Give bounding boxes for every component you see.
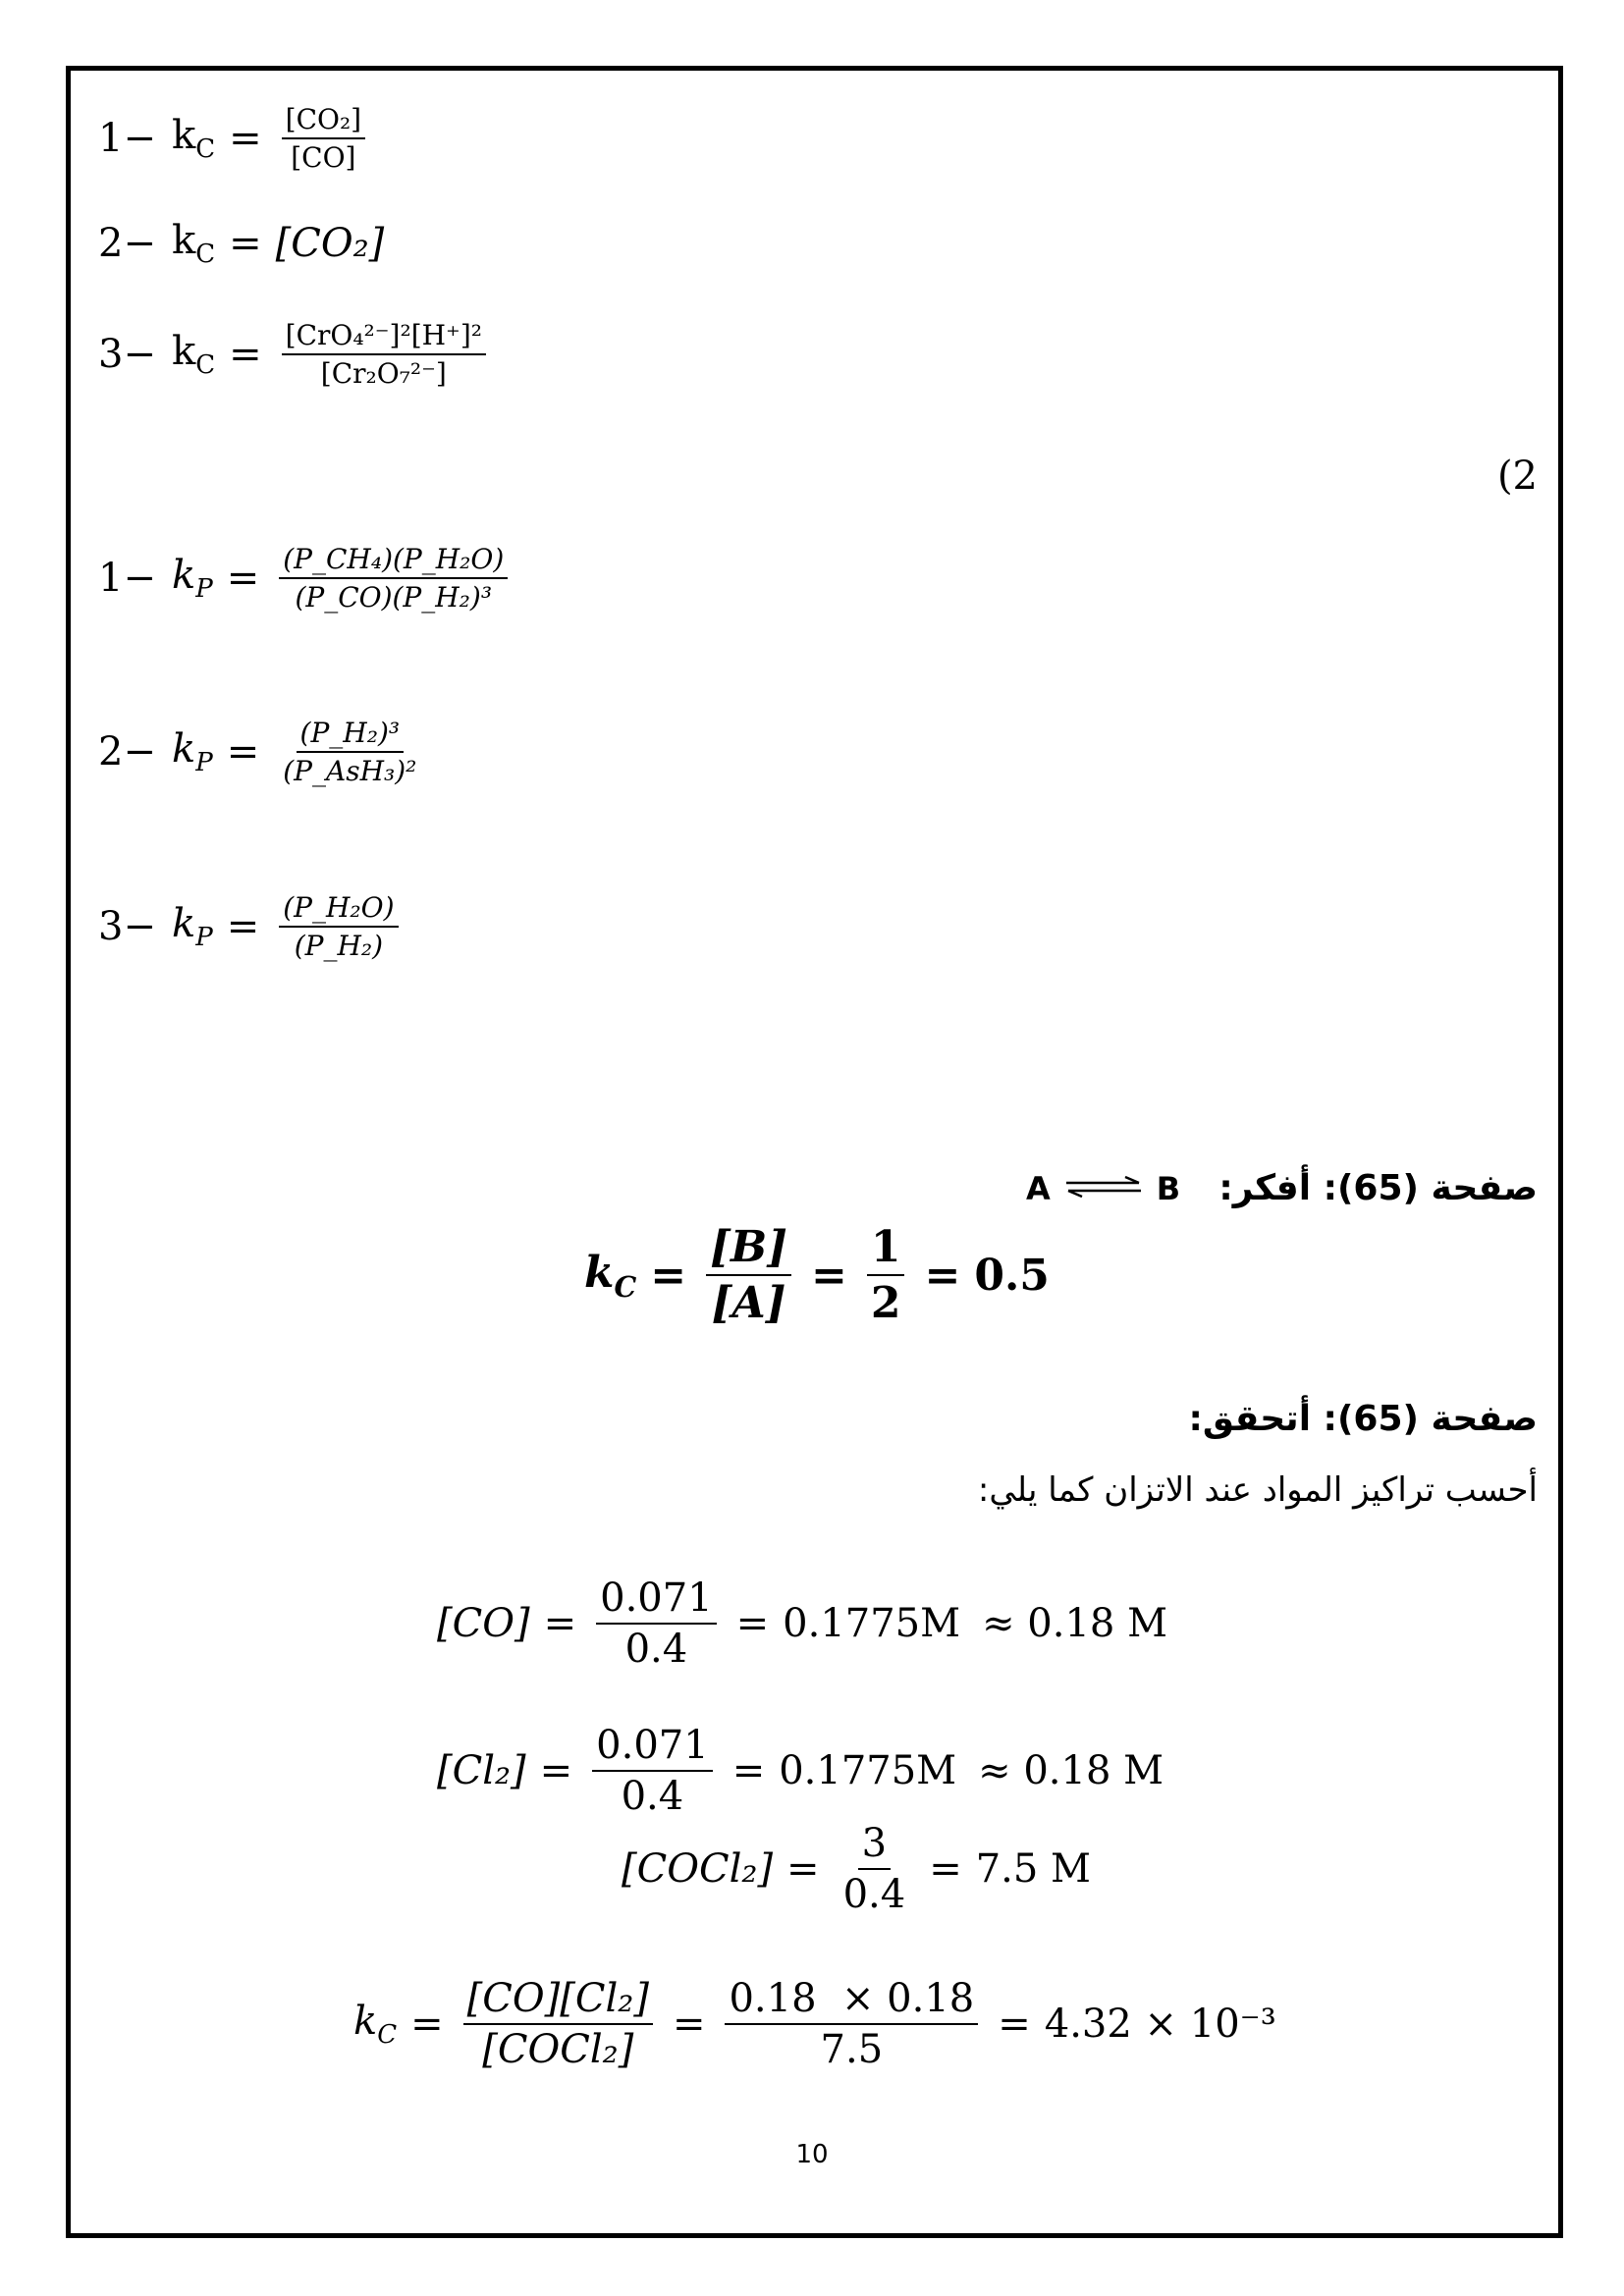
fraction-ba bbox=[706, 1222, 791, 1328]
page-number: 10 bbox=[795, 2140, 829, 2169]
result-value: 0.5 bbox=[974, 1250, 1050, 1301]
denominator: 0.4 bbox=[621, 1774, 684, 1819]
expression: [CO₂] bbox=[275, 221, 385, 266]
equals-sign: = bbox=[786, 1846, 820, 1892]
kp-symbol: k bbox=[171, 901, 196, 946]
kp-subscript: P bbox=[195, 923, 213, 952]
section-marker: (2 bbox=[1496, 454, 1538, 499]
kp-equation-1 bbox=[98, 543, 514, 614]
item-label: 2− bbox=[98, 221, 156, 266]
numerator: [CrO₄²⁻]²[H⁺]² bbox=[282, 319, 486, 355]
denominator: [CO] bbox=[291, 141, 356, 174]
fraction bbox=[592, 1723, 713, 1819]
kc-symbol: k bbox=[171, 218, 196, 263]
fraction-symbolic bbox=[463, 1976, 653, 2072]
kc-equation-2 bbox=[98, 218, 384, 269]
numerator: 0.18 × 0.18 bbox=[725, 1976, 978, 2025]
denominator: 2 bbox=[870, 1278, 901, 1328]
equals-sign: = bbox=[229, 116, 262, 161]
equals-sign: = bbox=[226, 556, 260, 601]
equals-sign: = bbox=[543, 1601, 577, 1646]
equals-sign: = bbox=[731, 1748, 766, 1793]
fraction bbox=[279, 891, 398, 962]
exact-value: 7.5 M bbox=[975, 1846, 1091, 1892]
reaction-equation bbox=[1026, 1170, 1180, 1207]
verify-heading: صفحة (65): أتحقق: bbox=[1188, 1399, 1538, 1439]
kp-equation-3 bbox=[98, 891, 405, 962]
equals-sign: = bbox=[650, 1250, 687, 1301]
lhs: [CO] bbox=[437, 1601, 530, 1646]
numerator: 0.071 bbox=[596, 1575, 717, 1625]
kp-equation-2 bbox=[98, 717, 426, 787]
kc-symbol: k bbox=[171, 113, 196, 158]
equals-sign: = bbox=[998, 2002, 1031, 2047]
approx-value: ≈ 0.18 M bbox=[982, 1601, 1168, 1646]
kc-subscript: C bbox=[195, 350, 216, 380]
numerator: [CO][Cl₂] bbox=[463, 1976, 653, 2025]
equals-sign: = bbox=[229, 221, 262, 266]
fraction bbox=[279, 543, 508, 614]
numerator: (P_CH₄)(P_H₂O) bbox=[279, 543, 508, 579]
exact-value: 0.1775M bbox=[779, 1748, 957, 1793]
lhs: [COCl₂] bbox=[622, 1846, 774, 1892]
numerator: [B] bbox=[706, 1222, 791, 1276]
denominator: (P_CO)(P_H₂)³ bbox=[295, 581, 493, 614]
equilibrium-arrow-icon bbox=[1064, 1170, 1143, 1207]
kc-subscript: C bbox=[195, 134, 216, 164]
exact-value: 0.1775M bbox=[783, 1601, 961, 1646]
kc-subscript: C bbox=[377, 2020, 398, 2050]
kp-symbol: k bbox=[171, 553, 196, 598]
fraction bbox=[282, 103, 365, 174]
equals-sign: = bbox=[226, 729, 260, 774]
equals-sign: = bbox=[924, 1250, 961, 1301]
equals-sign: = bbox=[229, 332, 262, 377]
cocl2-concentration-equation bbox=[622, 1821, 1091, 1917]
numerator: (P_H₂O) bbox=[279, 891, 398, 928]
kc-symbol: k bbox=[584, 1247, 615, 1298]
fraction bbox=[839, 1821, 910, 1917]
item-label: 1− bbox=[98, 556, 156, 601]
lhs: [Cl₂] bbox=[437, 1748, 526, 1793]
denominator: 7.5 bbox=[820, 2027, 884, 2072]
denominator: [Cr₂O₇²⁻] bbox=[320, 357, 447, 390]
item-label: 3− bbox=[98, 332, 156, 377]
numerator: 1 bbox=[867, 1222, 905, 1276]
kc-final-equation bbox=[353, 1976, 1276, 2072]
denominator: (P_AsH₃)² bbox=[283, 755, 417, 787]
kp-subscript: P bbox=[195, 574, 213, 604]
equals-sign: = bbox=[735, 1601, 770, 1646]
equals-sign: = bbox=[539, 1748, 573, 1793]
fraction bbox=[282, 319, 486, 390]
numerator: [CO₂] bbox=[282, 103, 365, 139]
denominator: 0.4 bbox=[842, 1872, 906, 1917]
kc-subscript: C bbox=[614, 1269, 637, 1304]
product: B bbox=[1156, 1170, 1181, 1207]
denominator: (P_H₂) bbox=[294, 930, 384, 962]
item-label: 1− bbox=[98, 116, 156, 161]
equals-sign: = bbox=[929, 1846, 962, 1892]
fraction-half bbox=[867, 1222, 905, 1328]
approx-value: ≈ 0.18 M bbox=[978, 1748, 1164, 1793]
cl2-concentration-equation bbox=[437, 1723, 1164, 1819]
equals-sign: = bbox=[410, 2002, 444, 2047]
think-heading: صفحة (65): أفكر: bbox=[1218, 1168, 1538, 1208]
denominator: 0.4 bbox=[624, 1627, 688, 1672]
equals-sign: = bbox=[810, 1250, 847, 1301]
fraction-numeric bbox=[725, 1976, 978, 2072]
numerator: 0.071 bbox=[592, 1723, 713, 1772]
equals-sign: = bbox=[672, 2002, 706, 2047]
numerator: 3 bbox=[858, 1821, 891, 1870]
fraction bbox=[596, 1575, 717, 1672]
kp-symbol: k bbox=[171, 726, 196, 772]
numerator: (P_H₂)³ bbox=[297, 717, 405, 753]
equals-sign: = bbox=[226, 904, 260, 949]
denominator: [COCl₂] bbox=[482, 2027, 634, 2072]
co-concentration-equation bbox=[437, 1575, 1167, 1672]
reactant: A bbox=[1026, 1170, 1051, 1207]
denominator: [A] bbox=[711, 1278, 786, 1328]
fraction bbox=[279, 717, 420, 787]
kc-symbol: k bbox=[171, 329, 196, 374]
item-label: 3− bbox=[98, 904, 156, 949]
kc-equation-1 bbox=[98, 103, 371, 174]
kc-think-equation bbox=[584, 1222, 1050, 1328]
verify-instruction: أحسب تراكيز المواد عند الاتزان كما يلي: bbox=[977, 1470, 1538, 1510]
kc-symbol: k bbox=[353, 1999, 378, 2044]
kc-equation-3 bbox=[98, 319, 492, 390]
kp-subscript: P bbox=[195, 748, 213, 777]
kc-subscript: C bbox=[195, 240, 216, 269]
item-label: 2− bbox=[98, 729, 156, 774]
result-value: 4.32 × 10⁻³ bbox=[1044, 2002, 1276, 2047]
